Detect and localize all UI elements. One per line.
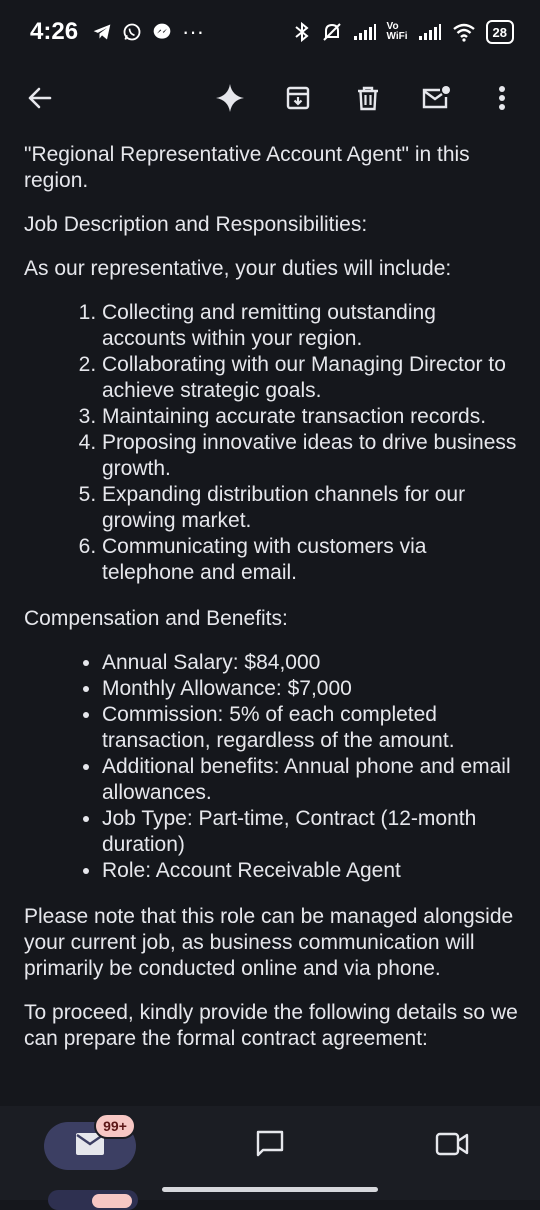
whatsapp-icon — [122, 22, 142, 42]
duties-list — [24, 300, 520, 586]
duties-heading: Job Description and Responsibilities: — [24, 213, 368, 236]
list-item: • Annual Salary: $84,000 — [102, 650, 520, 676]
delete-icon — [354, 84, 382, 117]
status-left — [30, 18, 204, 46]
vo-label: Vo — [386, 21, 399, 32]
archive-icon — [284, 84, 312, 117]
mark-unread-button[interactable] — [414, 78, 458, 122]
gesture-handle[interactable] — [162, 1187, 378, 1192]
status-bar — [0, 0, 540, 64]
chat-icon — [255, 1129, 285, 1164]
vowifi-indicator — [387, 22, 408, 42]
battery-indicator: 28 — [486, 20, 514, 44]
mute-icon — [321, 21, 343, 43]
wifi-icon — [452, 22, 476, 42]
compensation-heading: Compensation and Benefits: — [24, 607, 288, 630]
nav-chat-tab[interactable] — [248, 1124, 292, 1168]
list-item: • Role: Account Receivable Agent — [102, 858, 520, 884]
email-toolbar — [0, 64, 540, 136]
back-arrow-icon — [26, 84, 54, 117]
mail-unread-badge: 99+ — [94, 1113, 136, 1139]
wifi-label: WiFi — [386, 31, 408, 42]
overflow-dots: ··· — [182, 19, 205, 44]
archive-button[interactable] — [276, 78, 320, 122]
mark-unread-icon — [420, 84, 452, 117]
delete-button[interactable] — [346, 78, 390, 122]
gemini-sparkle-icon — [214, 82, 246, 119]
bottom-navigation — [0, 1106, 540, 1200]
gemini-button[interactable] — [208, 78, 252, 122]
telegram-icon — [92, 22, 112, 42]
proceed-paragraph: To proceed, kindly provide the following details so we can prepare the formal contract agreement: — [24, 1001, 518, 1050]
next-item-peek-badge — [92, 1194, 132, 1208]
note-paragraph: Please note that this role can be managed alongside your current job, as business communication will primarily be conducted online and via phone. — [24, 905, 514, 980]
list-item: • Additional benefits: Annual phone and email allowances. — [102, 754, 520, 806]
benefits-list — [24, 650, 520, 884]
list-item: 3. Maintaining accurate transaction records. — [102, 404, 520, 430]
list-item: 4. Proposing innovative ideas to drive business growth. — [102, 430, 520, 482]
list-item: 1. Collecting and remitting outstanding accounts within your region. — [102, 300, 520, 352]
list-item: • Commission: 5% of each completed transaction, regardless of the amount. — [102, 702, 520, 754]
duties-intro: As our representative, your duties will include: — [24, 257, 452, 280]
list-item: • Job Type: Part-time, Contract (12-month duration) — [102, 806, 520, 858]
list-item: 2. Collaborating with our Managing Director to achieve strategic goals. — [102, 352, 520, 404]
more-vert-icon — [498, 84, 506, 117]
signal-icon-2 — [418, 23, 442, 41]
status-time: 4:26 — [30, 18, 79, 45]
bluetooth-icon — [293, 21, 311, 43]
back-button[interactable] — [18, 78, 62, 122]
intro-tail: "Regional Representative Account Agent" in this region. — [24, 143, 470, 192]
status-right — [293, 20, 514, 44]
email-body — [24, 138, 520, 1098]
list-item: 6. Communicating with customers via telephone and email. — [102, 534, 520, 586]
messenger-icon — [152, 22, 172, 42]
nav-meet-tab[interactable] — [430, 1124, 474, 1168]
list-item: 5. Expanding distribution channels for our growing market. — [102, 482, 520, 534]
meet-video-icon — [435, 1131, 469, 1162]
list-item: • Monthly Allowance: $7,000 — [102, 676, 520, 702]
signal-icon — [353, 23, 377, 41]
more-options-button[interactable] — [480, 78, 524, 122]
